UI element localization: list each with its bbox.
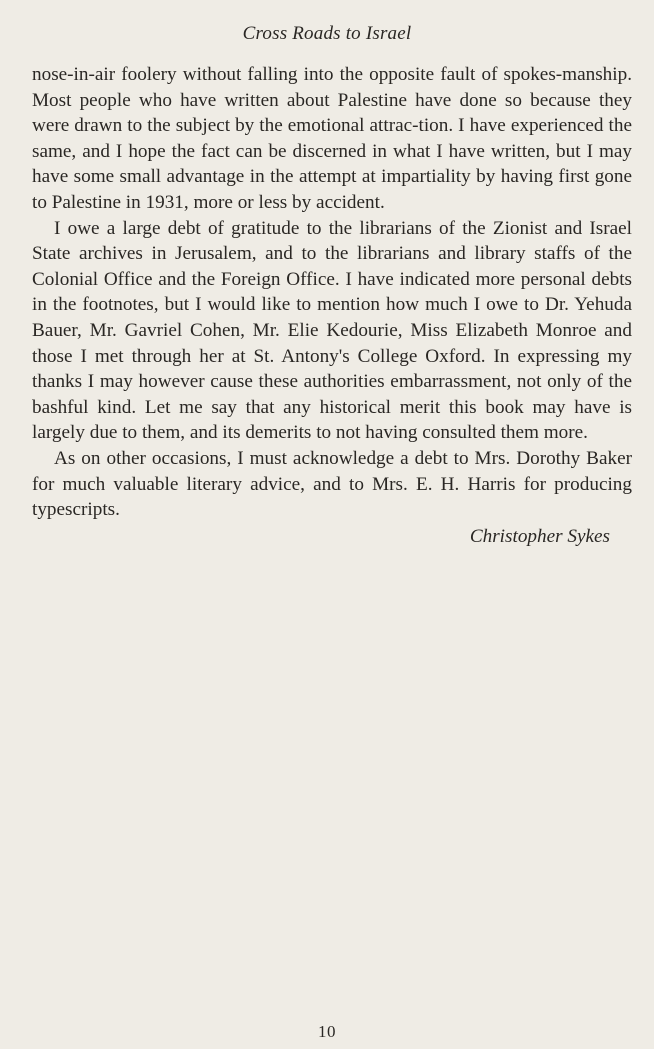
running-head: Cross Roads to Israel xyxy=(242,23,412,44)
author-signature: Christopher Sykes xyxy=(469,525,610,547)
paragraph-continuation: nose-in-air foolery without falling into the opposite fault of spokes-manship. Most people who have written about Palestine have done so because they were drawn to the subject by the emotional attrac-tion. I have experienced the same, and I hope the fact can be discerned in what I have written, but I may have some small advantage in the attempt at impartiality by having first gone to Palestine in 1931, more or less by accident. xyxy=(32,64,632,213)
body-text xyxy=(32,62,632,549)
page-number: 10 xyxy=(318,1022,336,1041)
paragraph-acknowledgements: I owe a large debt of gratitude to the librarians of the Zionist and Israel State archives in Jerusalem, and to the librarians and library staffs of the Colonial Office and the Foreign Office. I have indicated more personal debts in the footnotes, but I would like to mention how much I owe to Dr. Yehuda Bauer, Mr. Gavriel Cohen, Mr. Elie Kedourie, Miss Elizabeth Monroe and those I met through her at St. Antony's College Oxford. In expressing my thanks I may however cause these authorities embarrassment, not only of the bashful kind. Let me say that any historical merit this book may have is largely due to them, and its demerits to not having consulted them more. xyxy=(32,217,632,444)
paragraph-closing: As on other occasions, I must acknowledge a debt to Mrs. Dorothy Baker for much valuable literary advice, and to Mrs. E. H. Harris for producing typescripts. xyxy=(32,447,632,521)
